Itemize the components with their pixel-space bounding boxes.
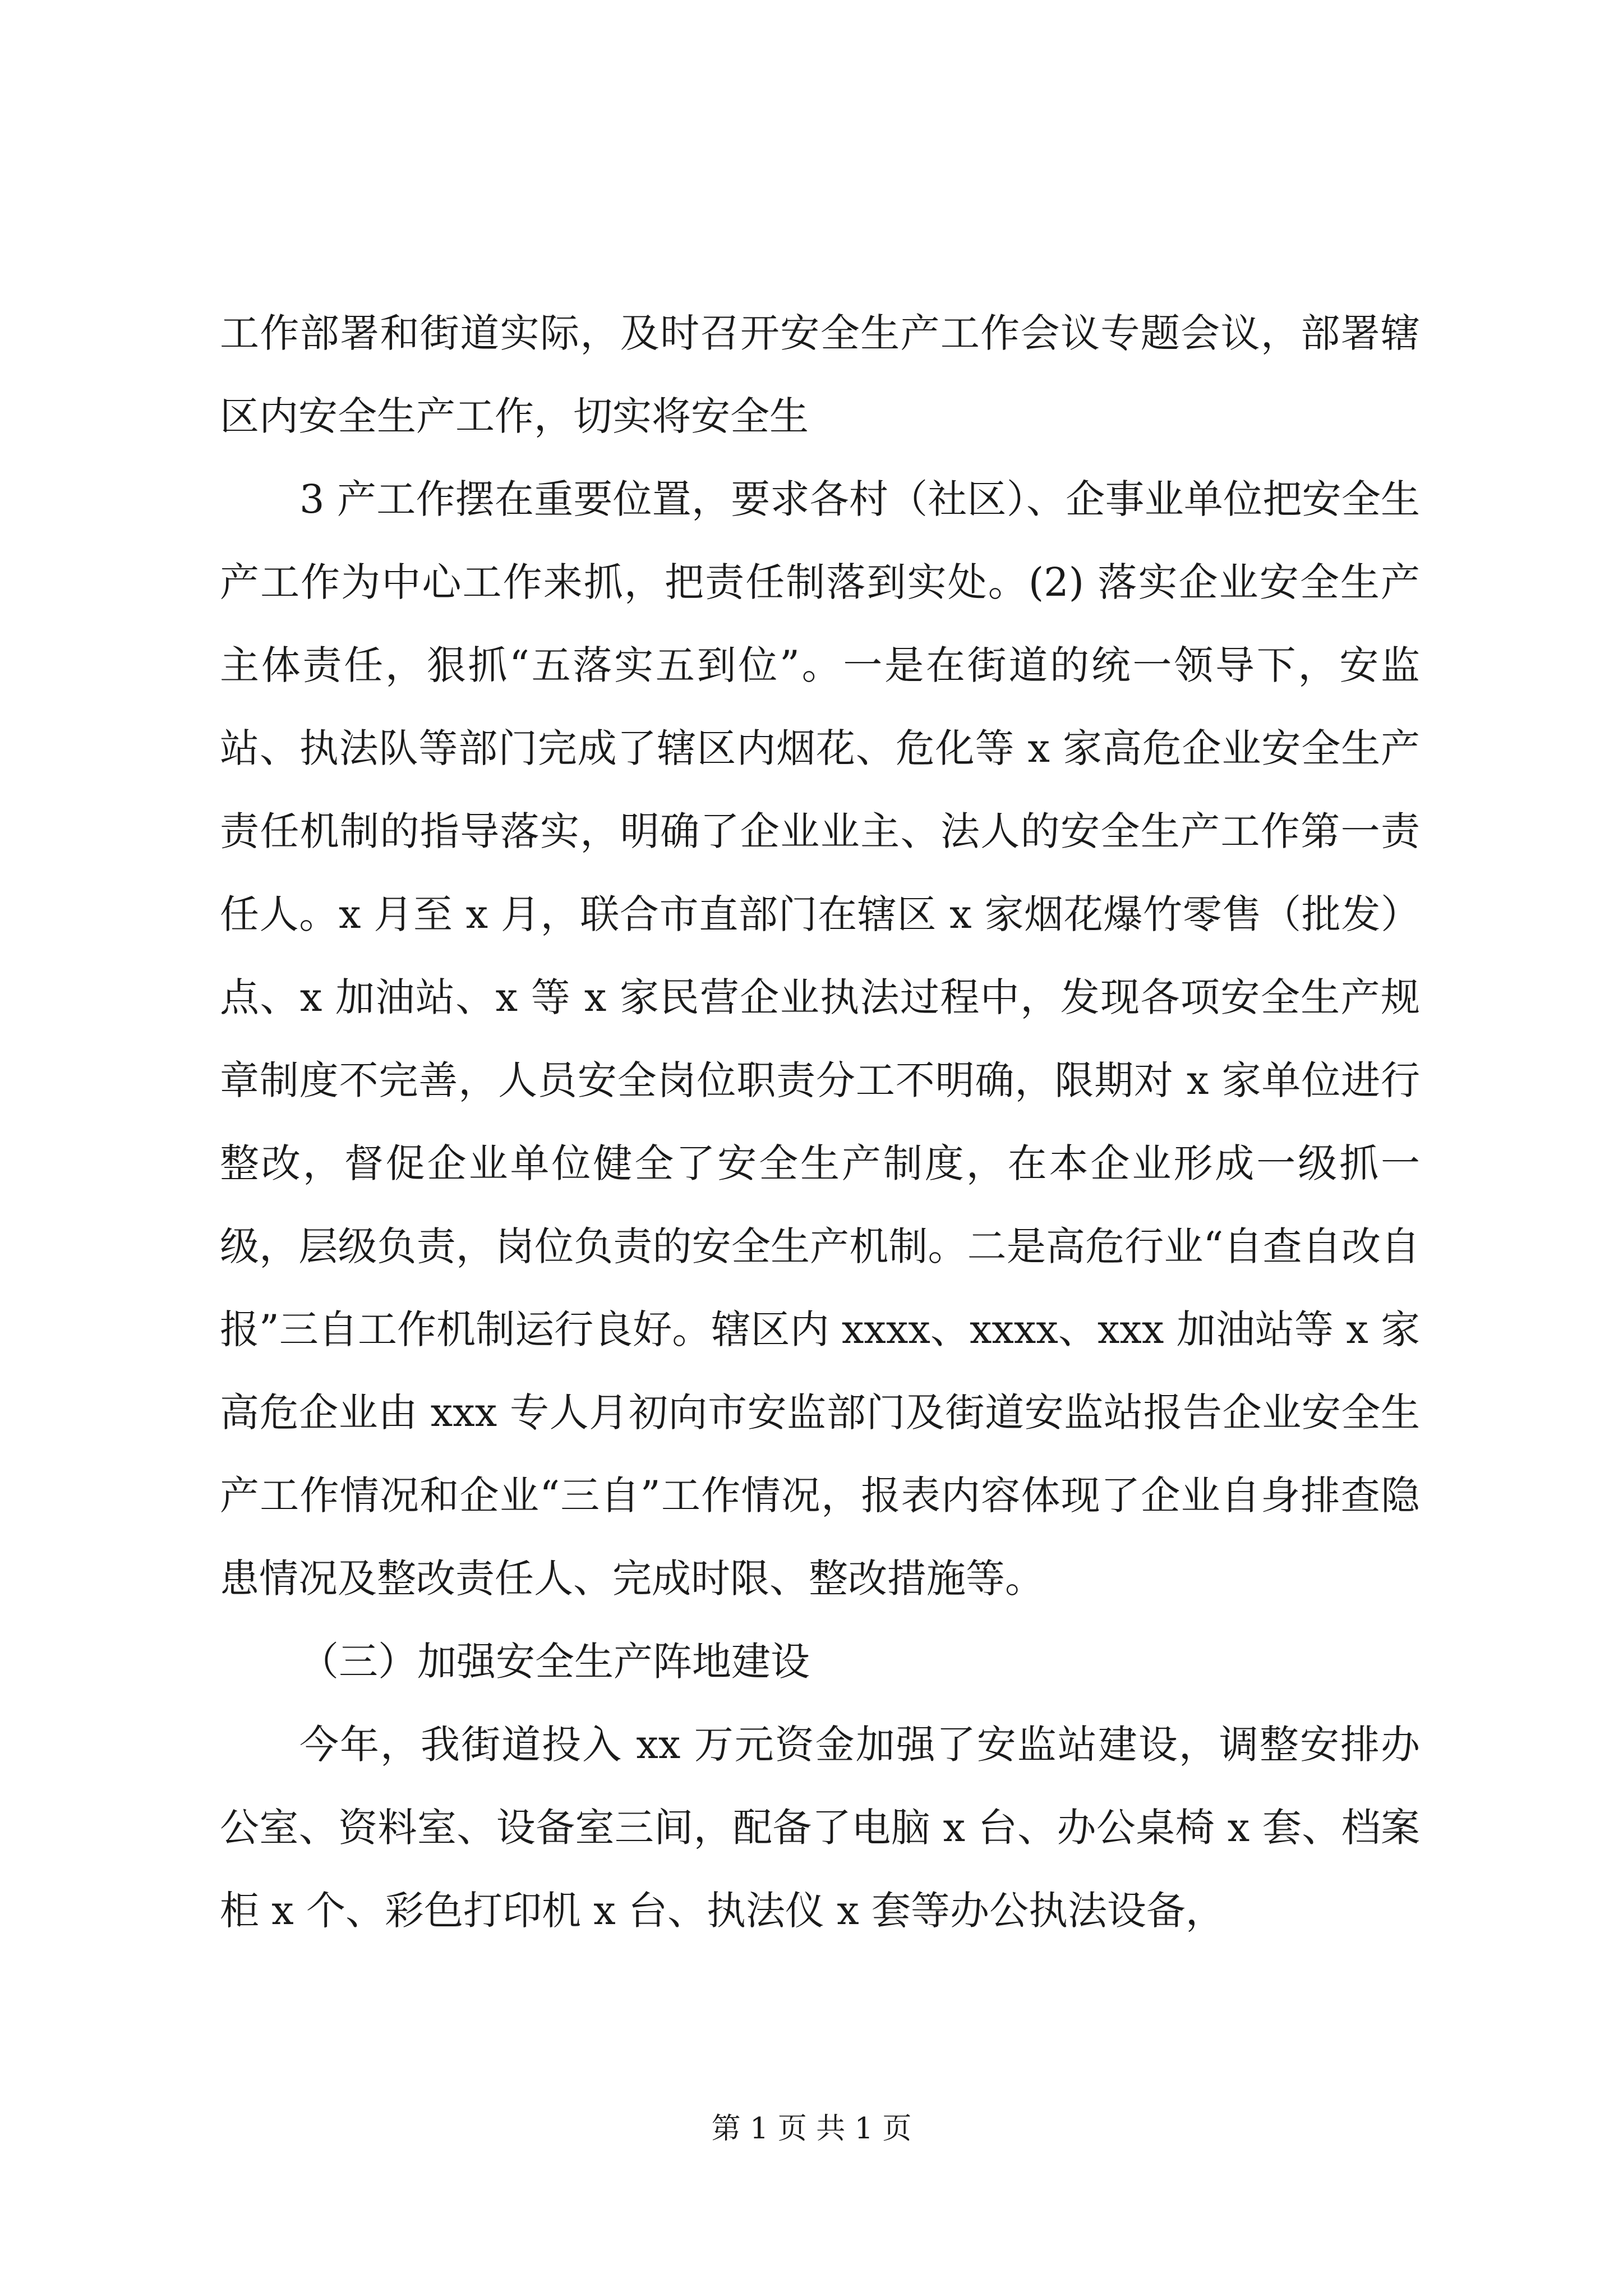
paragraph-1: 工作部署和街道实际，及时召开安全生产工作会议专题会议，部署辖区内安全生产工作，切实将安全生	[220, 310, 1420, 439]
paragraph-2: 3 产工作摆在重要位置，要求各村（社区）、企事业单位把安全生产工作为中心工作来抓，把责任制落到实处。(2) 落实企业安全生产主体责任，狠抓“五落实五到位”。一是在街道的统一领导下，安监站、执法队等部门完成了辖区内烟花、危化等 x 家高危企业安全生产责任机制的指导落实，明确了企业业主、法人的安全生产工作第一责任人。x 月至 x 月，联合市直部门在辖区 x 家烟花爆竹零售（批发）点、x 加油站、x 等 x 家民营企业执法过程中，发现各项安全生产规章制度不完善，人员安全岗位职责分工不明确，限期对 x 家单位进行整改，督促企业单位健全了安全生产制度，在本企业形成一级抓一级，层级负责，岗位负责的安全生产机制。二是高危行业“自查自改自报”三自工作机制运行良好。辖区内 xxxx、xxxx、xxx 加油站等 x 家高危企业由 xxx 专人月初向市安监部门及街道安监站报告企业安全生产工作情况和企业“三自”工作情况，报表内容体现了企业自身排查隐患情况及整改责任人、完成时限、整改措施等。	[220, 476, 1420, 1602]
section-heading: （三）加强安全生产阵地建设	[299, 1639, 810, 1685]
page-footer: 第 1 页 共 1 页	[711, 2112, 912, 2146]
paragraph-3: 今年，我街道投入 xx 万元资金加强了安监站建设，调整安排办公室、资料室、设备室三间，配备了电脑 x 台、办公桌椅 x 套、档案柜 x 个、彩色打印机 x 台、执法仪 x 套等办公执法设备，	[220, 1722, 1420, 1934]
document-body	[220, 292, 1420, 1952]
